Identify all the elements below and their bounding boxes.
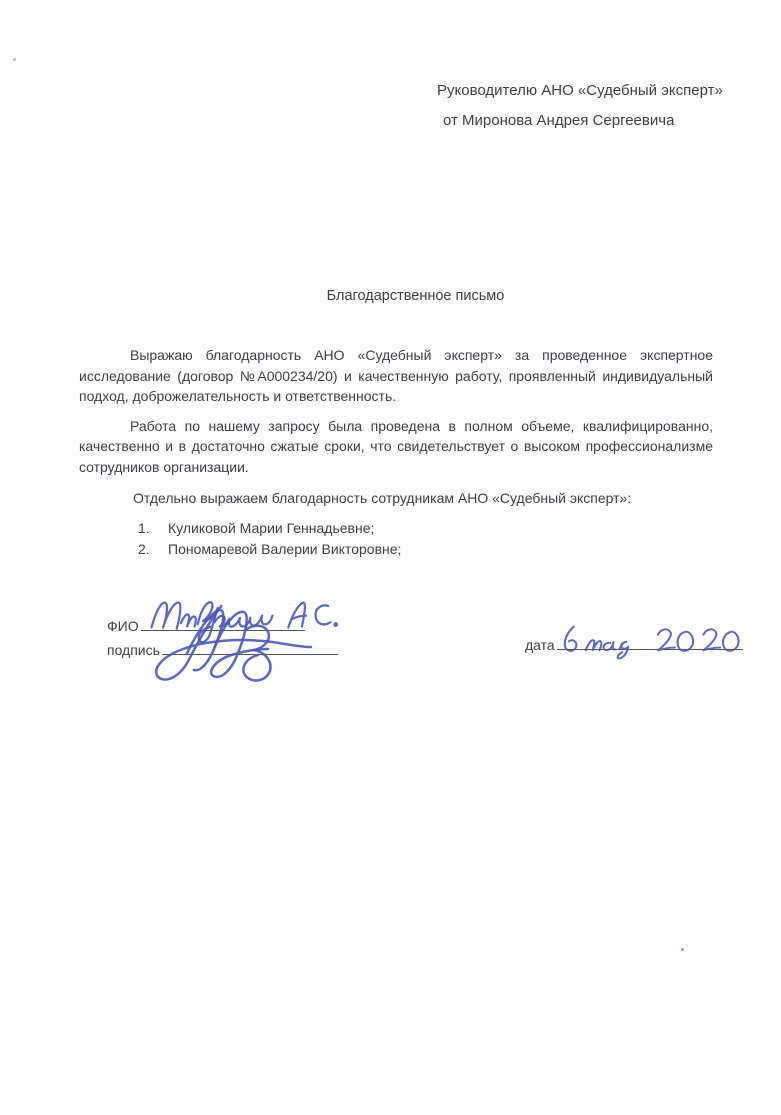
list-item-name: Куликовой Марии Геннадьевне; — [168, 519, 375, 536]
paragraph-staff-intro: Отдельно выражаем благодарность сотрудникам АНО «Судебный эксперт»: — [133, 490, 632, 506]
letter-body — [79, 345, 713, 561]
letter-title: Благодарственное письмо — [326, 288, 505, 304]
paragraph-work-quality: Работа по нашему запросу была проведена в полном объеме, квалифицированно, качественно и в достаточно сжатые сроки, что свидетельствует о высоком профессионализме сотрудников организации. — [79, 417, 713, 475]
recipient-line: Руководителю АНО «Судебный эксперт» — [437, 82, 723, 99]
paragraph-gratitude: Выражаю благодарность АНО «Судебный эксперт» за проведенное экспертное исследование (договор №А000234/20) и качественную работу, проявленный индивидуальный подход, доброжелательность и ответственность. — [79, 347, 713, 404]
signature-field — [107, 638, 338, 658]
staff-list — [79, 518, 713, 561]
signature-underline — [162, 638, 338, 655]
list-item-name: Пономаревой Валерии Викторовне; — [168, 541, 402, 557]
sender-line: от Миронова Андрея Сергеевича — [443, 112, 675, 129]
fio-label: ФИО — [107, 618, 139, 634]
fio-field — [107, 614, 305, 634]
date-underline — [557, 633, 743, 650]
list-item — [79, 518, 713, 540]
signature-label: подпись — [107, 642, 160, 658]
date-label: дата — [525, 637, 555, 653]
letter-header-block — [437, 76, 723, 136]
list-item-number: 1. — [138, 519, 150, 536]
scan-artifact-dot — [681, 948, 684, 951]
list-item — [79, 539, 713, 561]
date-field — [525, 633, 743, 653]
list-item-number: 2. — [138, 541, 150, 557]
scan-artifact-dot — [13, 58, 16, 61]
fio-underline — [141, 614, 305, 631]
